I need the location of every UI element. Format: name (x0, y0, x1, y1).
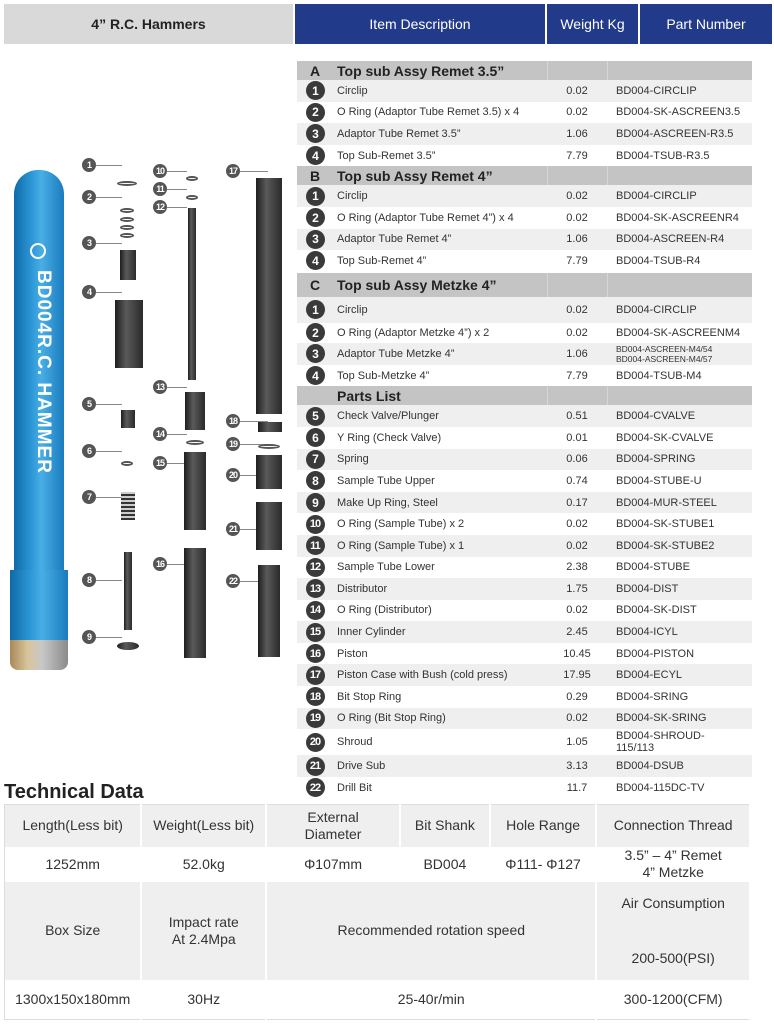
o-ring-part-icon (120, 208, 134, 213)
o-ring-part-icon (120, 225, 134, 230)
section-header-parts-list: Parts List (297, 386, 752, 405)
item-number-badge: 12 (306, 558, 325, 577)
parts-table (297, 61, 752, 798)
tech-value-row (5, 980, 751, 1020)
spec-value: Φ111- Φ127 (490, 847, 597, 882)
tech-header-row (5, 882, 751, 980)
callout-5: 5 (82, 397, 122, 411)
drill-bit-part-icon (258, 565, 280, 657)
item-number-badge: 13 (306, 579, 325, 598)
table-row: 11 O Ring (Sample Tube) x 1 0.02 BD004-SK-STUBE2 (297, 535, 752, 557)
adaptor-tube-part-icon (120, 250, 136, 280)
o-ring-part-icon (186, 195, 198, 200)
callout-11: 11 (153, 182, 187, 196)
callout-18: 18 (226, 414, 268, 428)
item-number-badge: 19 (306, 709, 325, 728)
item-number-badge: 4 (306, 366, 325, 385)
drive-sub-part-icon (256, 502, 282, 550)
spec-label: Connection Thread (596, 805, 750, 847)
column-header-item-description: Item Description (293, 4, 545, 44)
piston-part-icon (184, 548, 206, 658)
item-number-badge: 3 (306, 230, 325, 249)
table-row: 15 Inner Cylinder 2.45 BD004-ICYL (297, 621, 752, 643)
table-row: 6 Y Ring (Check Valve) 0.01 BD004-SK-CVALVE (297, 427, 752, 449)
callout-19: 19 (226, 437, 268, 451)
technical-data-table (4, 804, 751, 1020)
item-number-badge: 4 (306, 146, 325, 165)
spec-value: 52.0kg (141, 847, 266, 882)
item-number-badge: 1 (306, 187, 325, 206)
table-row: 2 O Ring (Adaptor Tube Remet 4”) x 4 0.02 BD004-SK-ASCREENR4 (297, 207, 752, 229)
callout-22: 22 (226, 574, 268, 588)
o-ring-part-icon (186, 440, 204, 445)
item-number-badge: 8 (306, 471, 325, 490)
table-row: 21 Drive Sub 3.13 BD004-DSUB (297, 755, 752, 777)
item-number-badge: 22 (306, 778, 325, 797)
spring-part-icon (121, 492, 135, 520)
spec-value: 30Hz (141, 980, 266, 1020)
item-number-badge: 1 (306, 300, 325, 319)
item-number-badge: 18 (306, 687, 325, 706)
item-number-badge: 10 (306, 515, 325, 534)
table-row: 2 O Ring (Adaptor Metzke 4”) x 2 0.02 BD004-SK-ASCREENM4 (297, 323, 752, 343)
technical-data-title: Technical Data (4, 781, 144, 803)
item-number-badge: 14 (306, 601, 325, 620)
spec-label: Impact rate At 2.4Mpa (141, 882, 266, 980)
table-row: 20 Shroud 1.05 BD004-SHROUD- 115/113 (297, 729, 752, 755)
spec-value: 300-1200(CFM) (596, 980, 750, 1020)
table-row: 3 Adaptor Tube Remet 3.5” 1.06 BD004-ASCREEN-R3.5 (297, 123, 752, 145)
callout-10: 10 (153, 164, 187, 178)
item-number-badge: 21 (306, 757, 325, 776)
spec-label: External Diameter (266, 805, 400, 847)
hammer-lower-sleeve (10, 570, 68, 640)
shroud-part-icon (256, 455, 282, 489)
item-number-badge: 9 (306, 493, 325, 512)
table-row: 16 Piston 10.45 BD004-PISTON (297, 643, 752, 665)
brand-logo-icon (30, 243, 46, 259)
section-header-a: A Top sub Assy Remet 3.5” (297, 61, 752, 80)
callout-12: 12 (153, 200, 187, 214)
table-row: 4 Top Sub-Remet 4” 7.79 BD004-TSUB-R4 (297, 250, 752, 272)
item-number-badge: 3 (306, 124, 325, 143)
spec-label: Hole Range (490, 805, 597, 847)
table-row: 4 Top Sub-Metzke 4” 7.79 BD004-TSUB-M4 (297, 365, 752, 387)
table-row: 5 Check Valve/Plunger 0.51 BD004-CVALVE (297, 405, 752, 427)
table-row: 13 Distributor 1.75 BD004-DIST (297, 578, 752, 600)
callout-4: 4 (82, 285, 122, 299)
callout-20: 20 (226, 468, 268, 482)
table-row: 1 Circlip 0.02 BD004-CIRCLIP (297, 80, 752, 102)
o-ring-part-icon (186, 176, 198, 181)
table-row: 19 O Ring (Bit Stop Ring) 0.02 BD004-SK-SRING (297, 708, 752, 730)
tech-header-row (5, 805, 751, 847)
spec-value: Φ107mm (266, 847, 400, 882)
item-number-badge: 6 (306, 428, 325, 447)
table-row: 10 O Ring (Sample Tube) x 2 0.02 BD004-SK-STUBE1 (297, 513, 752, 535)
callout-1: 1 (82, 158, 122, 172)
spec-value: 3.5” – 4” Remet 4” Metzke (596, 847, 750, 882)
item-number-badge: 20 (306, 733, 325, 752)
callout-16: 16 (153, 557, 187, 571)
hammer-bit-image (10, 640, 68, 670)
tech-value-row (5, 847, 751, 882)
spec-label: Air Consumption 200-500(PSI) (596, 882, 750, 980)
section-header-b: B Top sub Assy Remet 4” (297, 166, 752, 185)
table-row: 7 Spring 0.06 BD004-SPRING (297, 449, 752, 471)
table-row: 17 Piston Case with Bush (cold press) 17.95 BD004-ECYL (297, 664, 752, 686)
callout-14: 14 (153, 427, 187, 441)
distributor-part-icon (185, 392, 205, 430)
callout-13: 13 (153, 380, 187, 394)
spec-label: Weight(Less bit) (141, 805, 266, 847)
spec-label: Bit Shank (400, 805, 490, 847)
o-ring-part-icon (120, 233, 134, 238)
spec-value: 1252mm (5, 847, 142, 882)
table-row: 1 Circlip 0.02 BD004-CIRCLIP (297, 297, 752, 323)
callout-17: 17 (226, 164, 268, 178)
spec-value: 1300x150x180mm (5, 980, 142, 1020)
item-number-badge: 3 (306, 344, 325, 363)
callout-2: 2 (82, 190, 122, 204)
column-header-part-number: Part Number (638, 4, 772, 44)
check-valve-part-icon (121, 410, 135, 428)
item-number-badge: 4 (306, 251, 325, 270)
callout-3: 3 (82, 236, 122, 250)
callout-15: 15 (153, 456, 187, 470)
table-row: 3 Adaptor Tube Remet 4” 1.06 BD004-ASCREEN-R4 (297, 229, 752, 251)
table-row: 3 Adaptor Tube Metzke 4” 1.06 BD004-ASCREEN-M4/54 BD004-ASCREEN-M4/57 (297, 343, 752, 365)
table-row: 14 O Ring (Distributor) 0.02 BD004-SK-DIST (297, 600, 752, 622)
item-number-badge: 1 (306, 81, 325, 100)
o-ring-part-icon (258, 444, 280, 449)
table-row: 9 Make Up Ring, Steel 0.17 BD004-MUR-STEEL (297, 492, 752, 514)
spec-label: Length(Less bit) (5, 805, 142, 847)
item-number-badge: 7 (306, 450, 325, 469)
table-row: 8 Sample Tube Upper 0.74 BD004-STUBE-U (297, 470, 752, 492)
item-number-badge: 2 (306, 208, 325, 227)
table-row: 12 Sample Tube Lower 2.38 BD004-STUBE (297, 557, 752, 579)
callout-7: 7 (82, 490, 122, 504)
top-sub-part-icon (115, 300, 143, 368)
item-number-badge: 17 (306, 666, 325, 685)
item-number-badge: 15 (306, 623, 325, 642)
item-number-badge: 16 (306, 644, 325, 663)
item-number-badge: 5 (306, 407, 325, 426)
make-up-ring-part-icon (117, 642, 139, 650)
section-header-c: C Top sub Assy Metzke 4” (297, 273, 752, 297)
table-row: 2 O Ring (Adaptor Tube Remet 3.5) x 4 0.02 BD004-SK-ASCREEN3.5 (297, 102, 752, 124)
callout-9: 9 (82, 630, 122, 644)
spec-value: BD004 (400, 847, 490, 882)
piston-case-part-icon (256, 178, 282, 414)
callout-21: 21 (226, 522, 268, 536)
spec-label: Recommended rotation speed (266, 882, 596, 980)
spec-label: Box Size (5, 882, 142, 980)
hammer-label: BD004R.C. HAMMER (33, 270, 54, 474)
item-number-badge: 11 (306, 536, 325, 555)
y-ring-part-icon (121, 461, 133, 466)
spec-value: 25-40r/min (266, 980, 596, 1020)
inner-cylinder-part-icon (184, 452, 206, 530)
item-number-badge: 2 (306, 103, 325, 122)
column-header-weight: Weight Kg (545, 4, 638, 44)
sample-tube-upper-part-icon (124, 552, 132, 630)
exploded-view-illustration (0, 150, 295, 680)
circlip-part-icon (117, 181, 137, 186)
table-row: 1 Circlip 0.02 BD004-CIRCLIP (297, 185, 752, 207)
callout-6: 6 (82, 444, 122, 458)
table-row: 4 Top Sub-Remet 3.5” 7.79 BD004-TSUB-R3.5 (297, 145, 752, 167)
table-row: 18 Bit Stop Ring 0.29 BD004-SRING (297, 686, 752, 708)
item-number-badge: 2 (306, 323, 325, 342)
bit-stop-ring-part-icon (258, 422, 282, 432)
table-row: 22 Drill Bit 11.7 BD004-115DC-TV (297, 777, 752, 799)
page-title: 4” R.C. Hammers (4, 4, 293, 44)
callout-8: 8 (82, 573, 122, 587)
sample-tube-lower-part-icon (188, 208, 196, 380)
o-ring-part-icon (120, 217, 134, 222)
